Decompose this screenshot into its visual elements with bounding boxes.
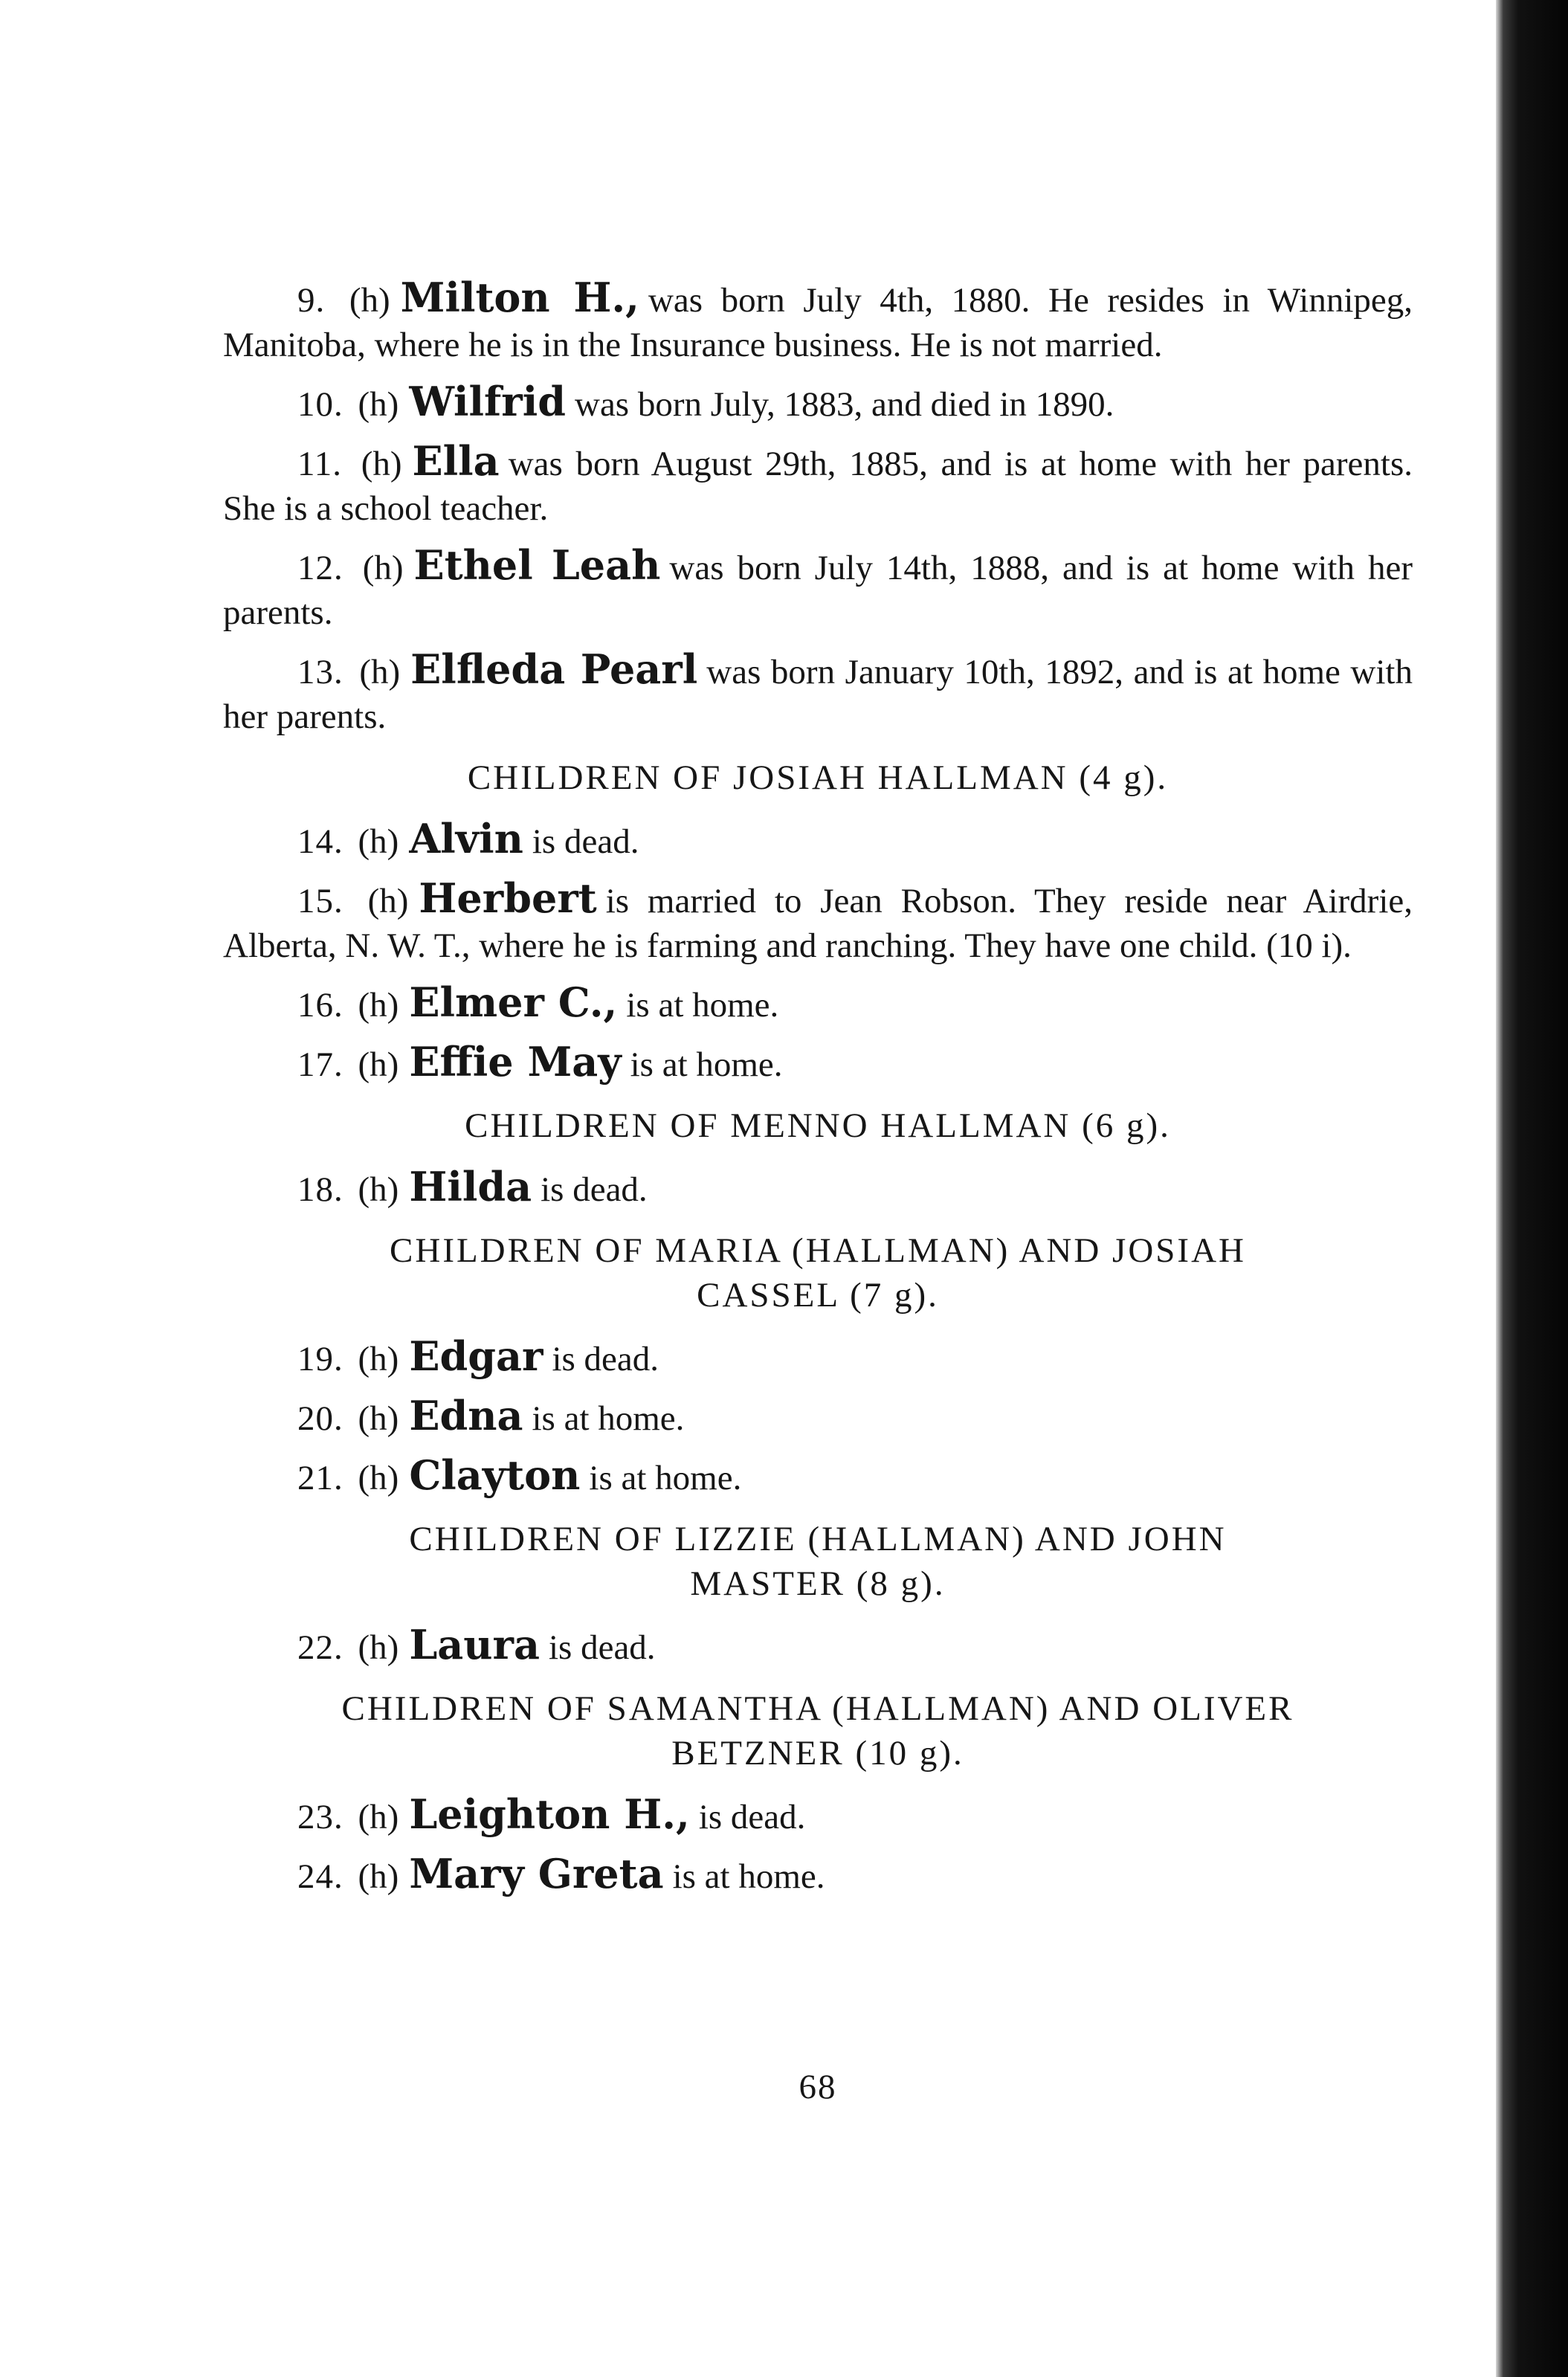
entry-group — [223, 275, 1413, 739]
entry-person-name: Elmer C., — [409, 978, 618, 1026]
entry-group — [223, 816, 1413, 1087]
entry-group — [223, 1164, 1413, 1212]
entry-person-name: Clayton — [409, 1451, 581, 1499]
entry-description: was born January 10th, 1892, and is at home with her parents. — [223, 653, 1413, 736]
entry-number: 16. — [297, 986, 343, 1025]
entry-number: 13. — [297, 653, 343, 691]
entry-number: 12. — [297, 549, 343, 587]
section-heading-menno: CHILDREN OF MENNO HALLMAN (6 g). — [465, 1106, 1171, 1145]
entry-generation: (h) — [362, 549, 404, 587]
entry-generation: (h) — [367, 882, 409, 920]
entry-number: 17. — [297, 1045, 343, 1084]
entry-description: is dead. — [532, 822, 639, 861]
entry-generation: (h) — [358, 385, 399, 424]
section-heading-samantha — [223, 1686, 1413, 1776]
entry-number: 19. — [297, 1340, 343, 1378]
entry-description: was born July 14th, 1888, and is at home with her parents. — [223, 549, 1413, 632]
entry-person-name: Ella — [412, 437, 500, 485]
entry-description: was born July, 1883, and died in 1890. — [575, 385, 1114, 424]
genealogy-entry — [223, 1453, 1413, 1500]
entry-description: is at home. — [532, 1399, 685, 1438]
entry-generation: (h) — [358, 1399, 399, 1438]
genealogy-entry — [223, 1164, 1413, 1212]
entry-person-name: Alvin — [409, 815, 523, 862]
entry-number: 22. — [297, 1628, 343, 1667]
entry-generation: (h) — [358, 1628, 399, 1667]
entry-person-name: Laura — [409, 1621, 540, 1668]
heading-line: CASSEL (7 g). — [697, 1276, 939, 1315]
entry-description: is at home. — [589, 1459, 742, 1497]
entry-person-name: Elfleda Pearl — [410, 645, 698, 693]
entry-person-name: Herbert — [419, 874, 597, 922]
entry-person-name: Ethel Leah — [413, 541, 661, 589]
entry-number: 21. — [297, 1459, 343, 1497]
entry-number: 23. — [297, 1798, 343, 1836]
genealogy-entry — [223, 1792, 1413, 1839]
heading-line: CHILDREN OF SAMANTHA (HALLMAN) AND OLIVER — [341, 1689, 1294, 1728]
entry-person-name: Wilfrid — [409, 378, 566, 425]
entry-number: 10. — [297, 385, 343, 424]
entry-generation: (h) — [349, 281, 390, 320]
heading-line: CHILDREN OF MARIA (HALLMAN) AND JOSIAH — [390, 1231, 1246, 1270]
genealogy-entry — [223, 816, 1413, 864]
section-heading-josiah: CHILDREN OF JOSIAH HALLMAN (4 g). — [467, 758, 1169, 797]
entry-description: was born July 4th, 1880. He resides in Winnipeg, Manitoba, where he is in the Insurance business. He is not married. — [223, 281, 1413, 364]
entry-person-name: Milton H., — [400, 274, 639, 321]
heading-line: BETZNER (10 g). — [671, 1734, 964, 1773]
entry-generation: (h) — [358, 1459, 399, 1497]
entry-number: 14. — [297, 822, 343, 861]
entry-generation: (h) — [358, 1857, 399, 1896]
entry-description: is at home. — [672, 1857, 825, 1896]
entry-number: 18. — [297, 1170, 343, 1209]
heading-line: MASTER (8 g). — [690, 1564, 946, 1603]
entry-group — [223, 1334, 1413, 1500]
section-heading-maria — [223, 1228, 1413, 1317]
section-heading-lizzie — [223, 1517, 1413, 1606]
genealogy-entry — [223, 647, 1413, 739]
entry-number: 20. — [297, 1399, 343, 1438]
entry-number: 15. — [297, 882, 343, 920]
entry-person-name: Mary Greta — [409, 1850, 664, 1897]
entry-number: 24. — [297, 1857, 343, 1896]
entry-generation: (h) — [359, 653, 401, 691]
entry-description: is dead. — [548, 1628, 656, 1667]
entry-person-name: Edna — [409, 1392, 523, 1439]
genealogy-entry — [223, 275, 1413, 367]
entry-description: is married to Jean Robson. They reside near Airdrie, Alberta, N. W. T., where he is farming and ranching. They have one child. (10 i). — [223, 882, 1413, 965]
entry-generation: (h) — [361, 445, 402, 483]
entry-description: is dead. — [552, 1340, 659, 1378]
entry-generation: (h) — [358, 1045, 399, 1084]
entry-person-name: Effie May — [409, 1038, 622, 1086]
entry-person-name: Hilda — [409, 1163, 532, 1210]
genealogy-entry — [223, 1622, 1413, 1670]
entry-generation: (h) — [358, 986, 399, 1025]
entry-person-name: Edgar — [409, 1332, 543, 1380]
page-body — [223, 275, 1413, 1911]
entry-group — [223, 1622, 1413, 1670]
heading-line: CHILDREN OF LIZZIE (HALLMAN) AND JOHN — [409, 1520, 1227, 1558]
entry-description: is at home. — [626, 986, 779, 1025]
entry-generation: (h) — [358, 1798, 399, 1836]
entry-description: is dead. — [541, 1170, 648, 1209]
entry-generation: (h) — [358, 1170, 399, 1209]
genealogy-entry — [223, 543, 1413, 635]
genealogy-entry — [223, 1334, 1413, 1381]
entry-group — [223, 1792, 1413, 1899]
entry-number: 9. — [297, 281, 326, 320]
entry-number: 11. — [297, 445, 343, 483]
entry-description: is dead. — [698, 1798, 806, 1836]
entry-description: was born August 29th, 1885, and is at home with her parents. She is a school teacher. — [223, 445, 1413, 528]
genealogy-entry — [223, 980, 1413, 1028]
entry-generation: (h) — [358, 822, 399, 861]
genealogy-entry — [223, 439, 1413, 531]
page-number: 68 — [798, 2068, 837, 2106]
entry-person-name: Leighton H., — [409, 1790, 690, 1838]
genealogy-entry — [223, 1039, 1413, 1087]
entry-generation: (h) — [358, 1340, 399, 1378]
book-spine-edge — [1496, 0, 1568, 2377]
entry-description: is at home. — [630, 1045, 783, 1084]
genealogy-entry — [223, 379, 1413, 427]
genealogy-entry — [223, 1393, 1413, 1441]
genealogy-entry — [223, 876, 1413, 968]
genealogy-entry — [223, 1851, 1413, 1899]
